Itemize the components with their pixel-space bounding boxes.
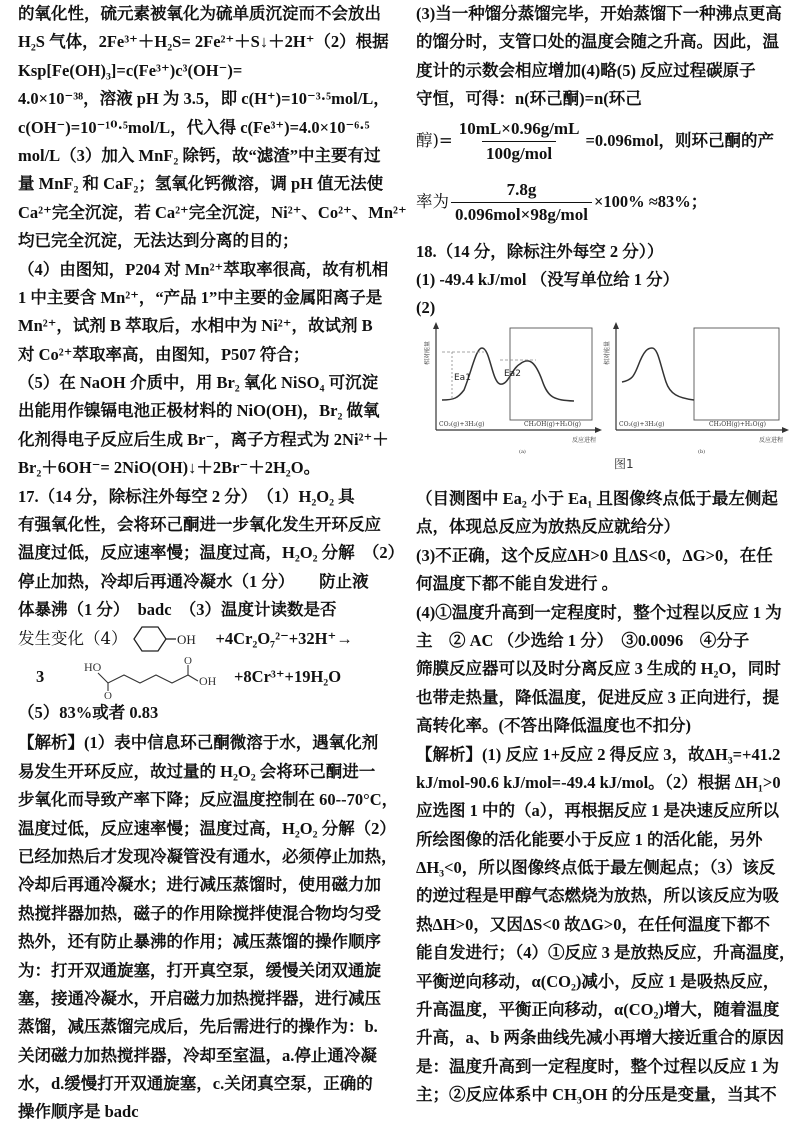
right-column-bottom [416, 485, 796, 1110]
fraction-2-numerator: 7.8g [506, 180, 537, 200]
analysis-line: 热外，还有防止暴沸的作用；减压蒸馏的操作顺序 [18, 932, 381, 952]
product-label-a: CH₃OH(g)+H₂O(g) [524, 421, 582, 428]
answer-5: （5）83%或者 0.83 [18, 702, 159, 722]
text-line: 1 中主要含 Mn²⁺，“产品 1”中主要的金属阳离子是 [18, 287, 383, 307]
analysis-line: 为：打开双通旋塞，打开真空泵，缓慢关闭双通旋 [18, 960, 381, 980]
text-line: 点，体现总反应为放热反应就给分） [416, 517, 680, 537]
text-line: kJ/mol-90.6 kJ/mol=-49.4 kJ/mol。（2）根据 ΔH₁>0 [416, 772, 781, 792]
panel-a-label: (a) [519, 449, 526, 455]
text-line: Mn²⁺，试剂 B 萃取后，水相中为 Ni²⁺，故试剂 B [18, 316, 373, 336]
text-line: 主；②反应体系中 CH₃OH 的分压是变量，当其不 [416, 1085, 777, 1105]
analysis-line: 蒸馏，减压蒸馏完成后，先后需进行的操作为：b. [18, 1017, 378, 1037]
right-text-top [416, 0, 784, 114]
text-line: 升高温度，平衡正向移动，α(CO₂)增大，随着温度 [416, 1000, 780, 1020]
text-line: 化剂得电子反应后生成 Br⁻，离子方程式为 2Ni²⁺＋ [18, 429, 389, 449]
y-axis-label-a: 相对能量 [424, 340, 431, 365]
text-line: 的氧化性，硫元素被氧化为硫单质沉淀而不会放出 [18, 4, 381, 23]
text-line: 平衡逆向移动，α(CO₂)减小，反应 1 是吸热反应， [416, 971, 780, 991]
analysis-line: 关闭磁力加热搅拌器，冷却至室温，a.停止通冷凝 [18, 1045, 377, 1065]
analysis-line: 温度过低，反应速率慢；温度过高，H₂O₂ 分解（2） [18, 818, 396, 838]
panel-b-label: (b) [698, 449, 706, 455]
text-line: H₂S 气体，2Fe³⁺＋H₂S= 2Fe²⁺＋S↓＋2H⁺（2）根据 [18, 32, 389, 52]
text-line: 4.0×10⁻³⁸，溶液 pH 为 3.5，即 c(H⁺)=10⁻³·⁵mol/L， [18, 89, 390, 109]
text-line: 何温度下都不能自发进行 。 [416, 574, 619, 594]
fraction-2-denominator: 0.096mol×98g/mol [451, 202, 592, 227]
ho-label: HO [84, 659, 102, 674]
equation-line-1 [18, 625, 386, 653]
text-line: 【解析】(1) 反应 1+反应 2 得反应 3，故ΔH₃=+41.2 [416, 744, 781, 764]
q18-answer-2: (2) [416, 298, 436, 318]
text-line: （5）在 NaOH 介质中，用 Br₂ 氧化 NiSO₄ 可沉淀 [18, 373, 379, 393]
analysis-line: 塞，接通冷凝水，开启磁力加热搅拌器，进行减压 [18, 988, 381, 1008]
fraction-2 [451, 178, 592, 227]
q18-title: 18.（14 分，除标注外每空 2 分）） [416, 241, 664, 261]
analysis-line: 冷却后再通冷凝水；进行减压蒸馏时，使用磁力加 [18, 875, 381, 895]
analysis-line: 步氧化而导致产率下降；反应温度控制在 60--70°C， [18, 790, 399, 810]
text-line: 筛膜反应器可以及时分离反应 3 生成的 H₂O，同时 [416, 659, 781, 679]
fraction-2-suffix: ×100% ≈83%； [593, 192, 708, 212]
cyclohexanol-structure [128, 624, 208, 654]
panel-b [603, 322, 789, 455]
equation-prefix: 发生变化（4） [18, 628, 128, 648]
analysis-line: 【解析】(1）表中信息环己酮微溶于水，遇氧化剂 [18, 733, 379, 753]
text-line: c(OH⁻)=10⁻¹⁰·⁵mol/L，代入得 c(Fe³⁺)=4.0×10⁻⁶·⁵ [18, 117, 370, 137]
text-line: 所绘图像的活化能要小于反应 1 的活化能，另外 [416, 829, 763, 849]
product-label-b: CH₃OH(g)+H₂O(g) [709, 421, 767, 428]
reactant-label-b: CO₂(g)+3H₂(g) [619, 421, 665, 428]
y-axis-label-b: 相对能量 [604, 340, 611, 365]
analysis-line: 水，d.缓慢打开双通旋塞，c.关闭真空泵，正确的 [18, 1074, 373, 1094]
fraction-1-denominator: 100g/mol [482, 141, 556, 166]
text-line: （4）由图知，P204 对 Mn²⁺萃取率很高，故有机相 [18, 259, 389, 279]
analysis-line: 易发生开环反应，故过量的 H₂O₂ 会将环己酮进一 [18, 761, 376, 781]
figure-caption: 图1 [614, 457, 634, 470]
text-line: 体暴沸（1 分） badc （3）温度计读数是否 [18, 600, 337, 620]
text-line: 是：温度升高到一定程度时，整个过程以反应 1 为 [416, 1056, 779, 1076]
text-line: 出能用作镍镉电池正极材料的 NiO(OH)，Br₂ 做氧 [18, 401, 380, 421]
text-line: 的馏分时，支管口处的温度会随之升高。因此，温 [416, 32, 779, 52]
energy-diagram-figure [424, 320, 794, 470]
text-line: 能自发进行；（4）①反应 3 是放热反应，升高温度， [416, 943, 796, 963]
oh-label-2: OH [199, 673, 217, 688]
text-line: 高转化率。(不答出降低温度也不扣分) [416, 716, 691, 736]
fraction-1 [455, 117, 584, 166]
text-line: （目测图中 Ea₂ 小于 Ea₁ 且图像终点低于最左侧起 [416, 489, 778, 508]
fraction-1-numerator: 10mL×0.96g/mL [458, 119, 580, 139]
text-line: ΔH₃<0，所以图像终点低于最左侧起点；（3）该反 [416, 858, 776, 878]
text-line: 17.（14 分，除标注外每空 2 分） （1）H₂O₂ 具 [18, 486, 355, 506]
fraction-line-1 [416, 114, 784, 170]
adipic-acid-structure [76, 655, 226, 699]
left-column [18, 0, 407, 1127]
ea2-label: Ea2 [504, 369, 521, 379]
text-line: (3)当一种馏分蒸馏完毕，开始蒸馏下一种沸点更高 [416, 4, 782, 23]
equation-line-2 [18, 655, 386, 699]
text-line: Br₂＋6OH⁻= 2NiO(OH)↓＋2Br⁻＋2H₂O。 [18, 458, 321, 478]
fraction-1-prefix: 醇)= [416, 131, 453, 151]
oh-label: OH [176, 631, 196, 647]
q18-answer-1: (1) -49.4 kJ/mol （没写单位给 1 分） [416, 269, 680, 289]
text-line: 守恒，可得：n(环己酮)=n(环己 [416, 89, 642, 109]
o-label-top: O [184, 654, 192, 667]
text-line: 停止加热，冷却后再通冷凝水（1 分） 防止液 [18, 571, 369, 591]
text-line: 升高，a、b 两条曲线先减小再增大接近重合的原因 [416, 1028, 785, 1048]
equation-suffix-1: +4Cr₂O₇²⁻+32H⁺→ [215, 628, 353, 648]
text-line: 均已完全沉淀，无法达到分离的目的； [18, 231, 299, 251]
text-line: 热ΔH>0，又因ΔS<0 故ΔG>0，在任何温度下都不 [416, 914, 770, 934]
text-line: 对 Co²⁺萃取率高，由图知，P507 符合； [18, 344, 310, 364]
text-line: Ca²⁺完全沉淀，若 Ca²⁺完全沉淀，Ni²⁺、Co²⁺、Mn²⁺ [18, 202, 407, 222]
ea1-label: Ea1 [454, 373, 471, 383]
reactant-label-a: CO₂(g)+3H₂(g) [439, 421, 485, 428]
panel-a [424, 322, 602, 455]
left-text-block [18, 0, 407, 625]
text-line: (4)①温度升高到一定程度时，整个过程以反应 1 为 [416, 602, 782, 622]
right-text-bottom [416, 485, 796, 1110]
analysis-line: 热搅拌器加热，磁子的作用除搅拌使混合物均匀受 [18, 903, 381, 923]
text-line: 温度过低，反应速率慢；温度过高，H₂O₂ 分解 （2） [18, 543, 405, 563]
text-line: 也带走热量，降低温度，促进反应 3 正向进行，提 [416, 687, 779, 707]
text-line: 的逆过程是甲醇气态燃烧为放热，所以该反应为吸 [416, 886, 779, 906]
right-column [416, 0, 784, 323]
fraction-1-suffix: =0.096mol，则环己酮的产 [585, 131, 775, 151]
o-label-bottom: O [104, 689, 112, 699]
text-line: 主 ② AC （少选给 1 分） ③0.0096 ④分子 [416, 630, 750, 650]
fraction-2-prefix: 率为 [416, 192, 449, 212]
text-line: 度计的示数会相应增加(4)略(5) 反应过程碳原子 [416, 60, 756, 80]
fraction-line-2 [416, 174, 784, 232]
equation-suffix-2: +8Cr³⁺+19H₂O [234, 666, 342, 686]
x-axis-label-b: 反应进程 [759, 437, 784, 444]
text-line: mol/L（3）加入 MnF₂ 除钙，故“滤渣”中主要有过 [18, 145, 381, 165]
analysis-line: 已经加热后才发现冷凝管没有通水，必须停止加热， [18, 846, 398, 866]
x-axis-label-a: 反应进程 [572, 437, 597, 444]
text-line: Ksp[Fe(OH)₃]=c(Fe³⁺)c³(OH⁻)= [18, 60, 243, 80]
text-line: 应选图 1 中的（a），再根据反应 1 是决速反应所以 [416, 801, 779, 821]
equation-coefficient: 3 [36, 666, 45, 686]
analysis-block-17 [18, 729, 399, 1126]
text-line: (3)不正确，这个反应ΔH>0 且ΔS<0，ΔG>0，在任 [416, 545, 773, 565]
text-line: 量 MnF₂ 和 CaF₂；氢氧化钙微溶，调 pH 值无法使 [18, 174, 384, 194]
text-line: 有强氧化性，会将环己酮进一步氧化发生开环反应 [18, 515, 381, 535]
analysis-line: 操作顺序是 badc [18, 1102, 139, 1122]
